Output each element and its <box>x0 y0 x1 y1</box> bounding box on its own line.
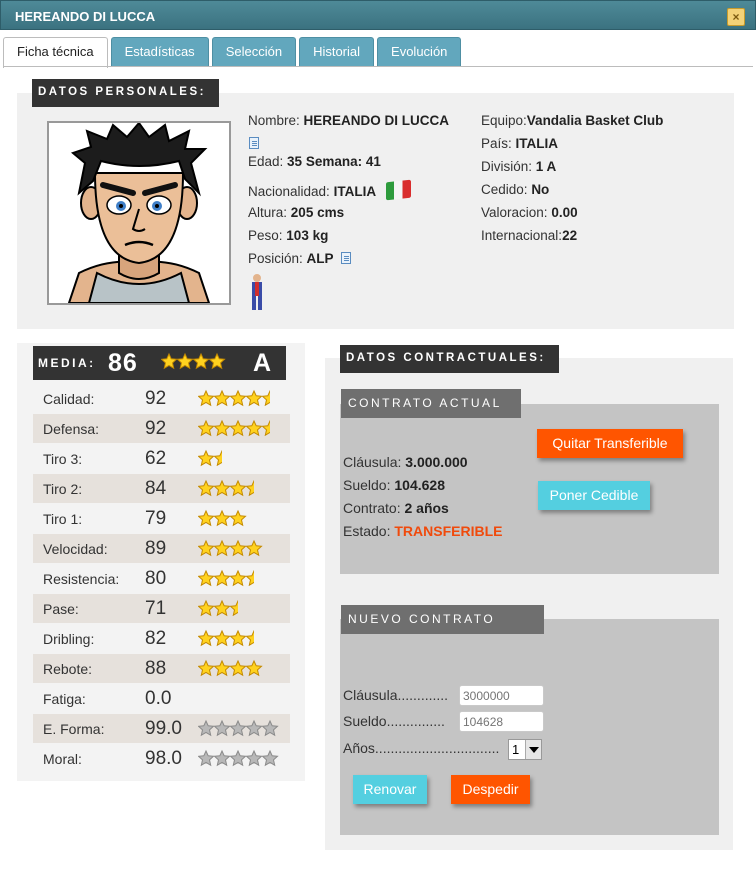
cedido-value: No <box>531 182 550 197</box>
media-bar <box>33 346 286 380</box>
chevron-down-icon[interactable] <box>525 740 541 759</box>
division-value: 1 A <box>535 159 557 174</box>
edad-row <box>248 153 449 181</box>
italy-flag-icon <box>386 180 411 201</box>
stat-name: Dribling: <box>43 631 95 647</box>
contract-header: DATOS CONTRACTUALES: <box>340 345 559 373</box>
stat-row <box>33 504 290 533</box>
current-contract-header: CONTRATO ACTUAL <box>341 389 521 418</box>
tab-divider <box>3 66 753 67</box>
sueldo-row <box>343 476 503 499</box>
equipo-row <box>481 112 663 135</box>
nombre-label: Nombre: <box>248 113 300 128</box>
nombre-value: HEREANDO DI LUCCA <box>303 113 450 128</box>
stat-name: Calidad: <box>43 391 95 407</box>
stat-name: Rebote: <box>43 661 93 677</box>
star-rating-icon <box>198 449 280 467</box>
stat-value: 84 <box>145 478 167 499</box>
dialog-title: HEREANDO DI LUCCA <box>15 9 156 24</box>
star-rating-icon <box>198 389 280 407</box>
stat-value: 89 <box>145 538 167 559</box>
personal-header: DATOS PERSONALES: <box>32 79 219 107</box>
star-rating-icon <box>198 629 280 647</box>
star-rating-icon <box>198 719 280 737</box>
star-rating-icon <box>198 689 280 707</box>
stat-value: 92 <box>145 388 167 409</box>
stat-row <box>33 444 290 473</box>
tab-historial[interactable]: Historial <box>299 37 374 67</box>
posicion-value: ALP <box>306 251 334 266</box>
stat-value: 62 <box>145 448 167 469</box>
altura-row <box>248 204 449 227</box>
stat-value: 98.0 <box>145 748 182 769</box>
peso-label: Peso: <box>248 228 283 243</box>
stat-name: Resistencia: <box>43 571 120 587</box>
stat-row <box>33 594 290 623</box>
new-sueldo-label: Sueldo............... <box>343 713 445 729</box>
new-clausula-label: Cláusula............. <box>343 687 449 703</box>
star-rating-icon <box>198 749 280 767</box>
star-rating-icon <box>198 419 280 437</box>
stat-value: 0.0 <box>145 688 172 709</box>
despedir-button[interactable]: Despedir <box>451 775 530 804</box>
stat-name: E. Forma: <box>43 721 105 737</box>
media-value: 86 <box>108 349 138 377</box>
star-rating-icon <box>198 539 280 557</box>
cedido-label: Cedido: <box>481 182 528 197</box>
stat-value: 71 <box>145 598 167 619</box>
player-face-image <box>49 123 229 303</box>
equipo-value: Vandalia Basket Club <box>526 113 664 128</box>
division-label: División: <box>481 159 533 174</box>
peso-row <box>248 227 449 250</box>
nacionalidad-value: ITALIA <box>333 184 377 199</box>
stat-value: 80 <box>145 568 167 589</box>
sueldo-input[interactable] <box>459 711 544 732</box>
stat-row <box>33 684 290 713</box>
nombre-doc-row <box>248 135 449 153</box>
stat-row <box>33 714 290 743</box>
stat-row <box>33 624 290 653</box>
internacional-row <box>481 227 663 250</box>
edad-label: Edad: <box>248 154 284 169</box>
internacional-label: Internacional: <box>481 228 563 243</box>
equipo-label: Equipo: <box>481 113 527 128</box>
new-anos-label: Años................................ <box>343 740 500 756</box>
clausula-value: 3.000.000 <box>405 454 468 470</box>
contrato-value: 2 años <box>404 500 449 516</box>
nacionalidad-row <box>248 181 449 204</box>
poner-cedible-button[interactable]: Poner Cedible <box>538 481 650 510</box>
stat-row <box>33 414 290 443</box>
clausula-label: Cláusula: <box>343 454 402 470</box>
clausula-input[interactable] <box>459 685 544 706</box>
star-rating-icon <box>198 509 280 527</box>
contrato-row <box>343 499 503 522</box>
stat-row <box>33 744 290 773</box>
valoracion-row <box>481 204 663 227</box>
posicion-label: Posición: <box>248 251 303 266</box>
clausula-row <box>343 453 503 476</box>
sueldo-value: 104.628 <box>394 477 445 493</box>
stat-name: Defensa: <box>43 421 100 437</box>
estado-label: Estado: <box>343 523 391 539</box>
star-rating-icon <box>198 659 280 677</box>
media-label: MEDIA: <box>38 356 96 370</box>
document-icon[interactable] <box>249 137 259 149</box>
estado-row <box>343 522 503 545</box>
media-grade: A <box>253 349 272 377</box>
valoracion-value: 0.00 <box>551 205 578 220</box>
star-rating-icon <box>198 599 280 617</box>
division-row <box>481 158 663 181</box>
altura-label: Altura: <box>248 205 288 220</box>
stat-name: Tiro 3: <box>43 451 83 467</box>
stat-name: Pase: <box>43 601 79 617</box>
internacional-value: 22 <box>562 228 578 243</box>
quitar-transferible-button[interactable]: Quitar Transferible <box>537 429 683 458</box>
tab-evolucion[interactable]: Evolución <box>377 37 461 67</box>
stat-name: Moral: <box>43 751 82 767</box>
nombre-row <box>248 112 449 135</box>
tab-ficha-tecnica[interactable]: Ficha técnica <box>3 37 108 68</box>
new-contract-header: NUEVO CONTRATO <box>341 605 544 634</box>
nacionalidad-label: Nacionalidad: <box>248 184 330 199</box>
posicion-row <box>248 250 449 273</box>
stat-name: Fatiga: <box>43 691 86 707</box>
pais-label: País: <box>481 136 512 151</box>
personal-column-left <box>248 112 449 313</box>
star-rating-icon <box>198 569 280 587</box>
stat-row <box>33 564 290 593</box>
sueldo-label: Sueldo: <box>343 477 391 493</box>
document-icon[interactable] <box>341 252 351 264</box>
pais-row <box>481 135 663 158</box>
stat-name: Velocidad: <box>43 541 108 557</box>
stat-row <box>33 654 290 683</box>
pais-value: ITALIA <box>515 136 559 151</box>
player-figure-icon <box>248 273 449 313</box>
tab-estadisticas[interactable]: Estadísticas <box>111 37 209 67</box>
stat-value: 99.0 <box>145 718 182 739</box>
anos-select-value: 1 <box>512 742 520 757</box>
renovar-button[interactable]: Renovar <box>353 775 427 804</box>
contrato-label: Contrato: <box>343 500 401 516</box>
edad-value: 35 Semana: 41 <box>287 154 381 169</box>
valoracion-label: Valoracion: <box>481 205 548 220</box>
stat-name: Tiro 1: <box>43 511 83 527</box>
cedido-row <box>481 181 663 204</box>
stat-row <box>33 534 290 563</box>
player-avatar <box>47 121 231 305</box>
close-button[interactable]: × <box>727 8 745 26</box>
star-rating-icon <box>198 479 280 497</box>
stat-name: Tiro 2: <box>43 481 83 497</box>
stat-value: 92 <box>145 418 167 439</box>
altura-value: 205 cms <box>290 205 345 220</box>
tab-seleccion[interactable]: Selección <box>212 37 296 67</box>
stat-value: 79 <box>145 508 167 529</box>
dialog-titlebar <box>0 0 756 30</box>
personal-column-right <box>481 112 663 250</box>
current-contract-lines <box>343 453 503 545</box>
media-stars <box>161 352 227 375</box>
stat-value: 88 <box>145 658 167 679</box>
stat-value: 82 <box>145 628 167 649</box>
stat-row <box>33 384 290 413</box>
estado-value: TRANSFERIBLE <box>394 523 503 539</box>
stat-row <box>33 474 290 503</box>
anos-select[interactable] <box>508 739 542 760</box>
tab-bar <box>3 37 461 67</box>
peso-value: 103 kg <box>286 228 329 243</box>
